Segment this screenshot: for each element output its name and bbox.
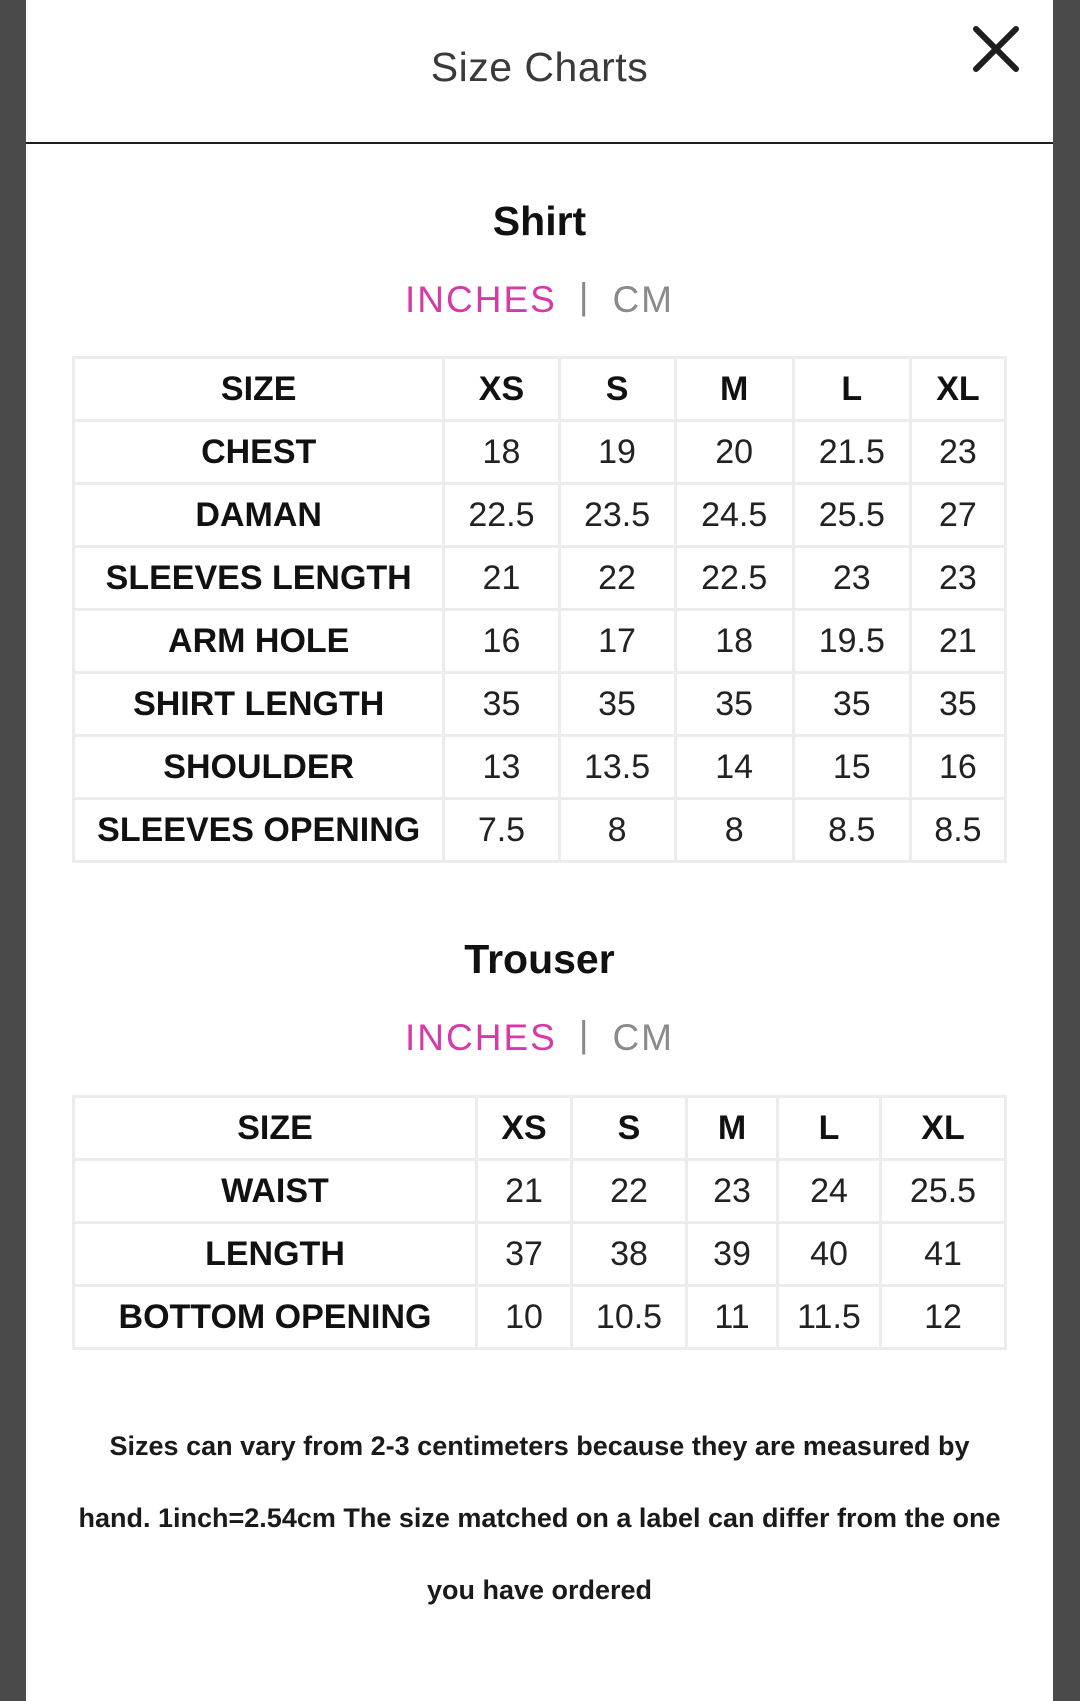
trouser-table-container [26, 1095, 1053, 1350]
modal-header [26, 0, 1053, 144]
table-cell: 23 [687, 1160, 778, 1223]
column-header: XL [910, 358, 1005, 421]
table-cell: 11 [687, 1286, 778, 1349]
table-row [74, 547, 1006, 610]
modal-title: Size Charts [430, 44, 649, 90]
shirt-title: Shirt [492, 198, 587, 244]
table-row [74, 610, 1006, 673]
table-cell: 23 [793, 547, 910, 610]
trouser-title: Trouser [464, 936, 615, 982]
table-cell: 23 [910, 547, 1005, 610]
column-header: SIZE [74, 358, 444, 421]
trouser-unit-toggle [26, 1014, 1053, 1059]
column-header: S [559, 358, 675, 421]
table-cell: 7.5 [444, 799, 559, 862]
shirt-unit-inches[interactable]: INCHES [405, 279, 557, 320]
table-cell: 10 [477, 1286, 572, 1349]
shirt-header-row [74, 358, 1006, 421]
table-cell: 21 [477, 1160, 572, 1223]
table-cell: 27 [910, 484, 1005, 547]
table-cell: 22 [559, 547, 675, 610]
size-chart-modal [26, 0, 1053, 1701]
table-cell: 25.5 [881, 1160, 1006, 1223]
table-cell: 11.5 [778, 1286, 881, 1349]
close-icon [971, 24, 1021, 74]
row-label: ARM HOLE [74, 610, 444, 673]
row-label: DAMAN [74, 484, 444, 547]
column-header: L [778, 1097, 881, 1160]
table-cell: 41 [881, 1223, 1006, 1286]
column-header: L [793, 358, 910, 421]
table-cell: 35 [793, 673, 910, 736]
shirt-section [26, 198, 1053, 321]
table-cell: 13 [444, 736, 559, 799]
unit-separator: | [578, 1014, 591, 1055]
table-cell: 14 [675, 736, 793, 799]
table-cell: 38 [572, 1223, 687, 1286]
row-label: CHEST [74, 421, 444, 484]
row-label: LENGTH [74, 1223, 477, 1286]
column-header: XS [444, 358, 559, 421]
column-header: S [572, 1097, 687, 1160]
table-row [74, 1286, 1006, 1349]
shirt-size-table [72, 356, 1007, 863]
shirt-unit-toggle [26, 276, 1053, 321]
table-cell: 24.5 [675, 484, 793, 547]
table-cell: 21 [444, 547, 559, 610]
table-row [74, 421, 1006, 484]
table-cell: 18 [444, 421, 559, 484]
column-header: XL [881, 1097, 1006, 1160]
table-cell: 24 [778, 1160, 881, 1223]
table-cell: 23.5 [559, 484, 675, 547]
table-cell: 21 [910, 610, 1005, 673]
table-cell: 37 [477, 1223, 572, 1286]
table-row [74, 736, 1006, 799]
table-cell: 35 [675, 673, 793, 736]
table-cell: 19.5 [793, 610, 910, 673]
row-label: SLEEVES LENGTH [74, 547, 444, 610]
table-row [74, 1160, 1006, 1223]
table-row [74, 484, 1006, 547]
table-cell: 16 [910, 736, 1005, 799]
table-cell: 12 [881, 1286, 1006, 1349]
table-cell: 18 [675, 610, 793, 673]
table-cell: 8 [559, 799, 675, 862]
column-header: M [675, 358, 793, 421]
trouser-section [26, 936, 1053, 1059]
trouser-header-row [74, 1097, 1006, 1160]
column-header: XS [477, 1097, 572, 1160]
table-cell: 23 [910, 421, 1005, 484]
table-row [74, 799, 1006, 862]
table-cell: 19 [559, 421, 675, 484]
table-cell: 8.5 [910, 799, 1005, 862]
trouser-size-table [72, 1095, 1007, 1350]
table-cell: 35 [910, 673, 1005, 736]
table-cell: 10.5 [572, 1286, 687, 1349]
shirt-unit-cm[interactable]: CM [612, 279, 674, 320]
table-cell: 8 [675, 799, 793, 862]
row-label: SHIRT LENGTH [74, 673, 444, 736]
table-cell: 13.5 [559, 736, 675, 799]
table-cell: 35 [559, 673, 675, 736]
trouser-unit-cm[interactable]: CM [612, 1017, 674, 1058]
row-label: SHOULDER [74, 736, 444, 799]
table-cell: 35 [444, 673, 559, 736]
table-cell: 22 [572, 1160, 687, 1223]
table-cell: 21.5 [793, 421, 910, 484]
table-cell: 22.5 [444, 484, 559, 547]
table-cell: 15 [793, 736, 910, 799]
column-header: SIZE [74, 1097, 477, 1160]
table-cell: 39 [687, 1223, 778, 1286]
row-label: BOTTOM OPENING [74, 1286, 477, 1349]
table-cell: 8.5 [793, 799, 910, 862]
column-header: M [687, 1097, 778, 1160]
trouser-unit-inches[interactable]: INCHES [405, 1017, 557, 1058]
shirt-table-container [26, 356, 1053, 863]
table-cell: 17 [559, 610, 675, 673]
unit-separator: | [578, 276, 591, 317]
table-cell: 40 [778, 1223, 881, 1286]
table-cell: 25.5 [793, 484, 910, 547]
table-cell: 20 [675, 421, 793, 484]
table-row [74, 1223, 1006, 1286]
table-cell: 16 [444, 610, 559, 673]
table-cell: 22.5 [675, 547, 793, 610]
table-row [74, 673, 1006, 736]
row-label: WAIST [74, 1160, 477, 1223]
close-button[interactable] [971, 24, 1021, 74]
row-label: SLEEVES OPENING [74, 799, 444, 862]
size-note: Sizes can vary from 2-3 centimeters because they are measured by hand. 1inch=2.54cm The size matched on a label can differ from the one you have ordered [78, 1431, 1001, 1605]
